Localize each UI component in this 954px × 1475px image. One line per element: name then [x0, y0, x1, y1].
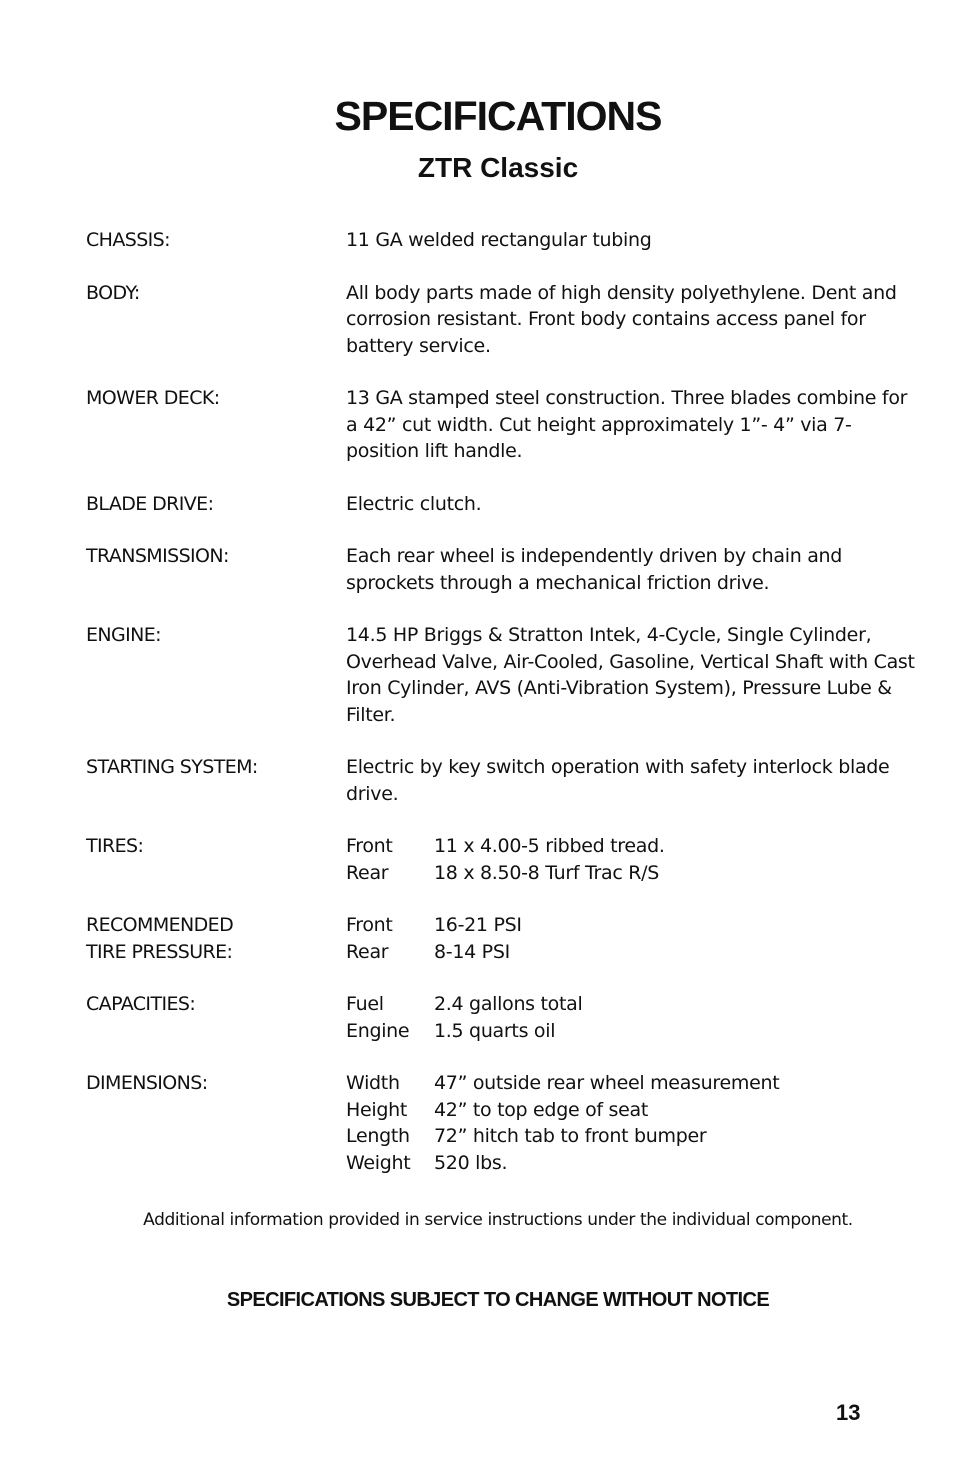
- dimension-height-row: [346, 1097, 916, 1124]
- additional-info-note: Additional information provided in service instructions under the individual component.: [143, 1210, 853, 1230]
- spec-engine: [86, 622, 916, 728]
- sub-key: Front: [346, 835, 393, 857]
- spec-value: 14.5 HP Briggs & Stratton Intek, 4-Cycle, Single Cylinder, Overhead Valve, Air-Cooled, Gasoline, Vertical Shaft with Cast Iron Cylinder, AVS (Anti-Vibration System), Pressure Lube & Filter.: [346, 624, 915, 726]
- tire-front-row: [346, 833, 916, 860]
- sub-value: 16-21 PSI: [434, 914, 522, 936]
- spec-mower-deck: [86, 385, 916, 465]
- sub-key: Rear: [346, 861, 389, 884]
- sub-value: 18 x 8.50-8 Turf Trac R/S: [434, 861, 660, 884]
- spec-blade-drive: [86, 491, 916, 518]
- sub-value: 8-14 PSI: [434, 940, 510, 963]
- page-number: 13: [836, 1400, 861, 1425]
- sub-value: 47” outside rear wheel measurement: [434, 1072, 780, 1094]
- spec-value: All body parts made of high density polyethylene. Dent and corrosion resistant. Front body contains access panel for battery service.: [346, 281, 897, 357]
- spec-value: [346, 912, 916, 965]
- spec-value: Each rear wheel is independently driven by chain and sprockets through a mechanical friction drive.: [346, 545, 843, 594]
- spec-starting-system: [86, 754, 916, 807]
- spec-label: TRANSMISSION:: [86, 545, 229, 567]
- page-title: SPECIFICATIONS: [334, 93, 662, 139]
- spec-transmission: [86, 543, 916, 596]
- spec-capacities: [86, 991, 916, 1044]
- spec-label: TIRES:: [86, 835, 144, 857]
- spec-label: RECOMMENDED TIRE PRESSURE:: [86, 914, 234, 963]
- spec-value: [346, 833, 916, 886]
- sub-key: Front: [346, 914, 393, 936]
- spec-label: ENGINE:: [86, 624, 161, 646]
- spec-chassis: [86, 227, 916, 254]
- sub-value: 520 lbs.: [434, 1151, 508, 1174]
- spec-value: Electric clutch.: [346, 492, 482, 515]
- change-disclaimer: SPECIFICATIONS SUBJECT TO CHANGE WITHOUT NOTICE: [226, 1289, 770, 1311]
- dimension-width-row: [346, 1070, 916, 1097]
- sub-key: Engine: [346, 1019, 410, 1042]
- pressure-front-row: [346, 912, 916, 939]
- sub-key: Weight: [346, 1151, 411, 1174]
- spec-label: DIMENSIONS:: [86, 1072, 208, 1094]
- spec-label: STARTING SYSTEM:: [86, 756, 258, 778]
- spec-value: Electric by key switch operation with safety interlock blade drive.: [346, 756, 890, 805]
- model-name: ZTR Classic: [417, 152, 579, 183]
- sub-key: Height: [346, 1098, 408, 1121]
- spec-label: CAPACITIES:: [86, 993, 196, 1015]
- spec-tire-pressure: [86, 912, 916, 965]
- sub-value: 2.4 gallons total: [434, 993, 583, 1015]
- spec-value: 13 GA stamped steel construction. Three blades combine for a 42” cut width. Cut height approximately 1”- 4” via 7-position lift handle.: [346, 387, 908, 462]
- sub-value: 42” to top edge of seat: [434, 1098, 649, 1121]
- spec-body: [86, 280, 916, 360]
- spec-dimensions: [86, 1070, 916, 1176]
- sub-key: Fuel: [346, 993, 384, 1015]
- sub-value: 1.5 quarts oil: [434, 1019, 556, 1042]
- tire-rear-row: [346, 860, 916, 887]
- sub-value: 11 x 4.00-5 ribbed tread.: [434, 835, 665, 857]
- spec-label: BODY:: [86, 281, 140, 304]
- capacity-engine-row: [346, 1018, 916, 1045]
- specifications-list: [86, 227, 916, 1202]
- dimension-length-row: [346, 1123, 916, 1150]
- pressure-rear-row: [346, 939, 916, 966]
- spec-value: [346, 991, 916, 1044]
- spec-tires: [86, 833, 916, 886]
- spec-label: BLADE DRIVE:: [86, 492, 214, 515]
- sub-value: 72” hitch tab to front bumper: [434, 1125, 707, 1147]
- capacity-fuel-row: [346, 991, 916, 1018]
- sub-key: Width: [346, 1072, 400, 1094]
- sub-key: Length: [346, 1125, 410, 1147]
- spec-label: MOWER DECK:: [86, 387, 220, 409]
- spec-label: CHASSIS:: [86, 229, 170, 251]
- dimension-weight-row: [346, 1150, 916, 1177]
- spec-value: [346, 1070, 916, 1176]
- spec-value: 11 GA welded rectangular tubing: [346, 229, 652, 251]
- sub-key: Rear: [346, 940, 389, 963]
